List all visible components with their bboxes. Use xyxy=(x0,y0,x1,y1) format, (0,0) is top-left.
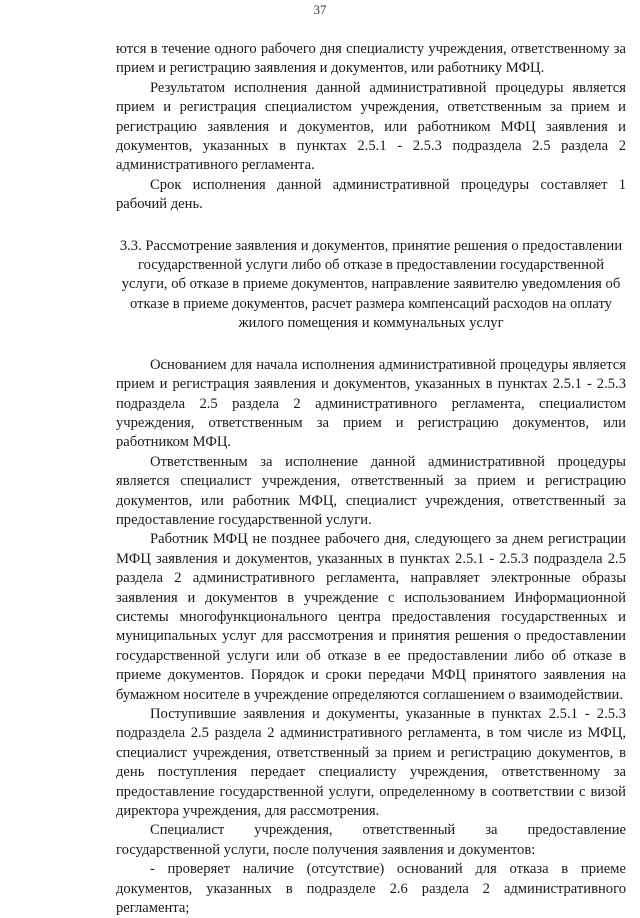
list-item-check-grounds: - проверяет наличие (отсутствие) оснований для отказа в приеме документов, указанных в подразделе 2.6 раздела 2 административного регламента; xyxy=(116,861,626,917)
page-number: 37 xyxy=(313,2,327,17)
paragraph-responsible: Ответственным за исполнение данной административной процедуры является специалист учреждения, ответственный за прием и регистрацию документов, или работник МФЦ, специалист учреждения, ответственный за предоставление государственной услуги. xyxy=(116,453,626,528)
paragraph-specialist: Специалист учреждения, ответственный за предоставление государственной услуги, после получения заявления и документов: xyxy=(116,822,626,858)
document-body xyxy=(116,40,626,918)
paragraph-continuation: ются в течение одного рабочего дня специалисту учреждения, ответственному за прием и регистрацию заявления и документов, или работнику МФЦ. xyxy=(116,41,626,77)
paragraph-deadline: Срок исполнения данной административной процедуры составляет 1 рабочий день. xyxy=(116,176,626,213)
paragraph-basis: Основанием для начала исполнения административной процедуры является прием и регистрация заявления и документов, указанных в пунктах 2.5.1 - 2.5.3 подраздела 2.5 раздела 2 административного регламента, специалистом учреждения, ответственным за прием и регистрацию документов, или работником МФЦ. xyxy=(116,356,626,451)
section-heading: 3.3. Рассмотрение заявления и документов, принятие решения о предоставлении государственной услуги либо об отказе в предоставлении государственной услуги, об отказе в приеме документов, направление заявителю уведомления об отказе в приеме документов, расчет размера компенсаций расходов на оплату жилого помещения и коммунальных услуг xyxy=(119,237,623,332)
paragraph-mfc-worker: Работник МФЦ не позднее рабочего дня, следующего за днем регистрации МФЦ заявления и документов, указанных в пунктах 2.5.1 - 2.5.3 подраздела 2.5 раздела 2 административного регламента, направляет электронные образы заявления и документов в учреждение с использованием Информационной системы многофункционального центра предоставления государственных и муниципальных услуг для рассмотрения и принятия решения о предоставлении государственной услуги или об отказе в ее предоставлении либо об отказе в приеме документов. Порядок и сроки передачи МФЦ принятого заявления на бумажном носителе в учреждение определяются соглашением о взаимодействии. xyxy=(116,531,626,703)
paragraph-result: Результатом исполнения данной административной процедуры является прием и регистрация специалистом учреждения, ответственным за прием и регистрацию заявления и документов, или работником МФЦ заявления и документов, указанных в пунктах 2.5.1 - 2.5.3 подраздела 2.5 раздела 2 административного регламента. xyxy=(116,79,626,174)
paragraph-received-documents: Поступившие заявления и документы, указанные в пунктах 2.5.1 - 2.5.3 подраздела 2.5 раздела 2 административного регламента, в том числе из МФЦ, специалист учреждения, ответственный за прием и регистрацию документов, в день поступления передает специалисту учреждения, ответственному за предоставление государственной услуги, определенному в соответствии с визой директора учреждения, для рассмотрения. xyxy=(116,706,626,820)
